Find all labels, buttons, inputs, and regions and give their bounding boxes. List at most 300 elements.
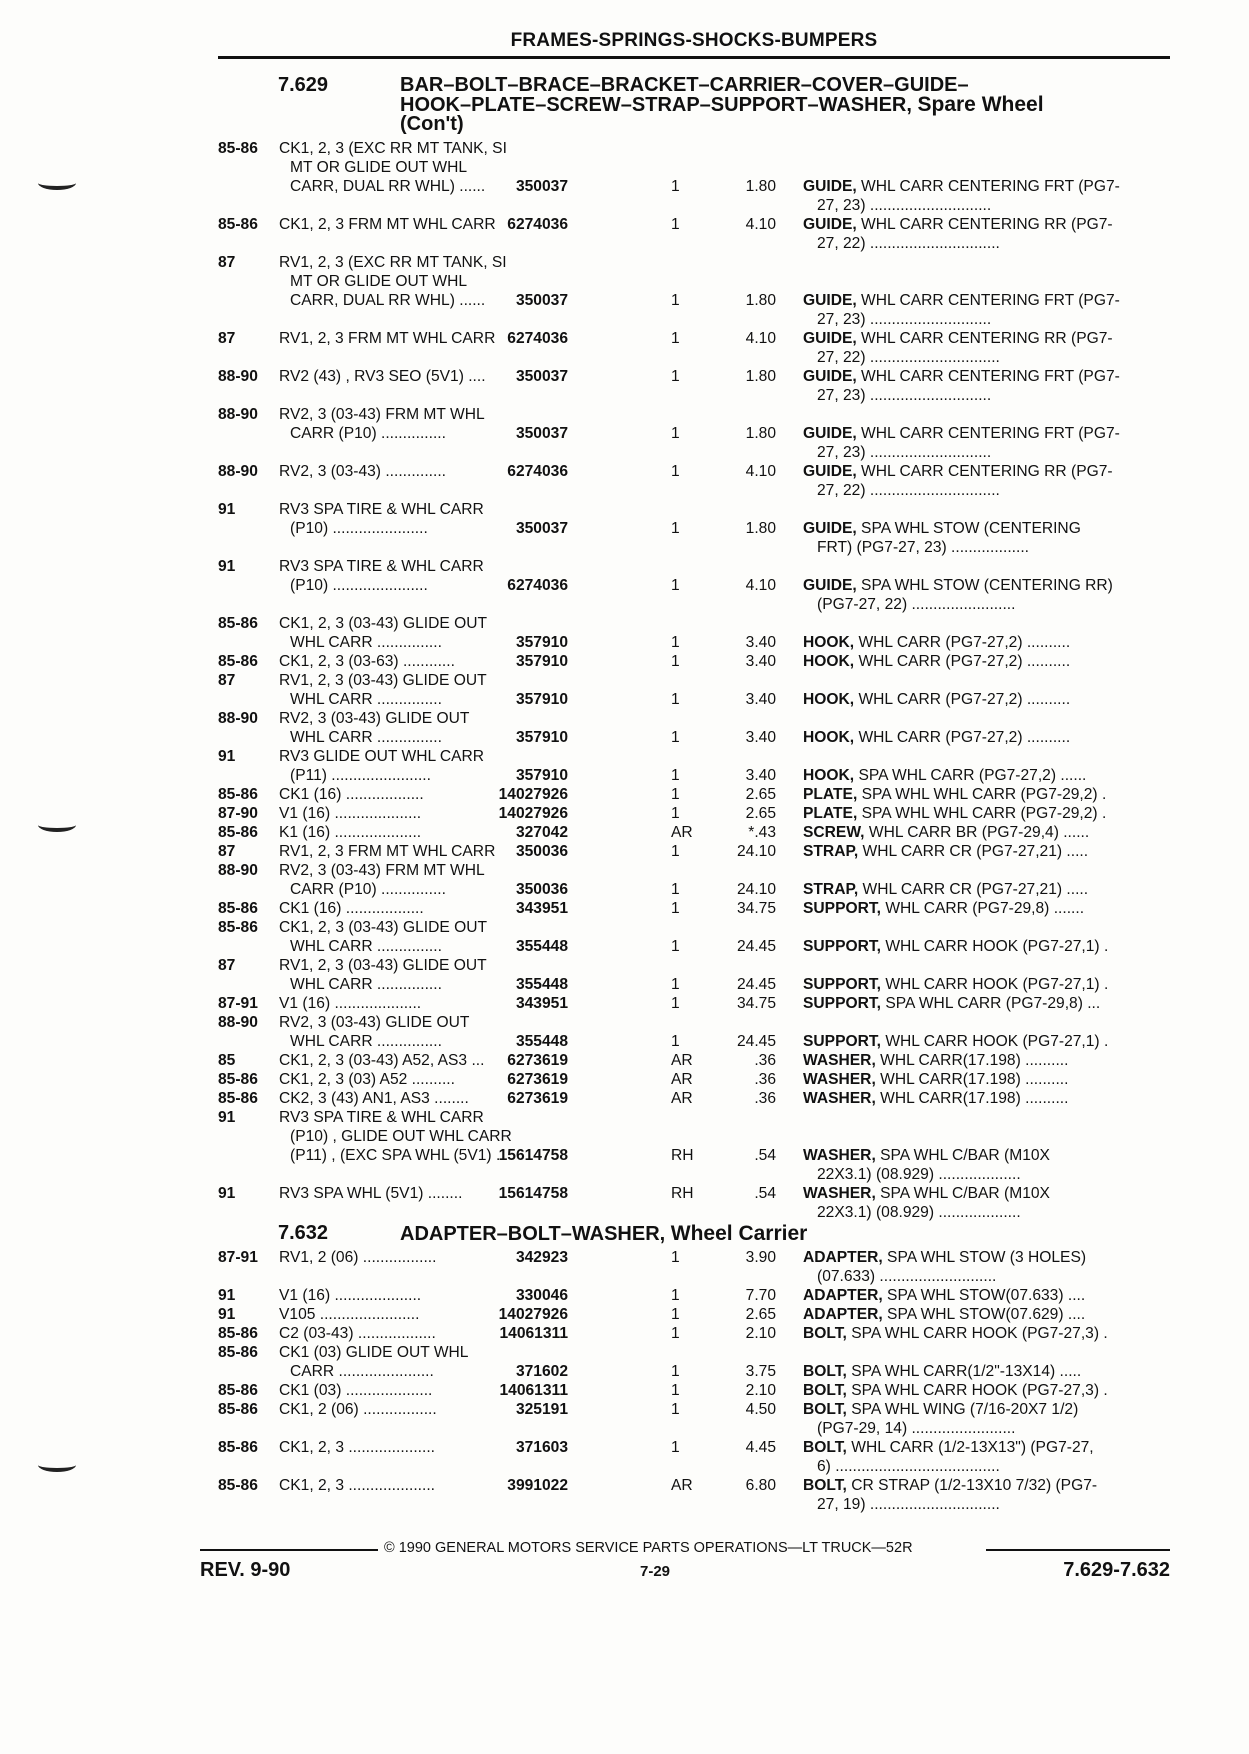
- quantity: 1: [671, 1401, 680, 1418]
- parts-row: [218, 1324, 1170, 1343]
- parts-row: [218, 1381, 1170, 1400]
- part-description-text: 27, 23) ............................: [817, 387, 992, 404]
- punch-hole-mark: [38, 1458, 76, 1472]
- part-keyword: GUIDE,: [803, 292, 857, 309]
- part-number: 343951: [515, 900, 568, 917]
- part-number: 350037: [515, 520, 568, 537]
- model-year: 85-86: [218, 824, 258, 841]
- application: RV3 SPA TIRE & WHL CARR: [279, 558, 484, 575]
- part-number: 6274036: [507, 216, 568, 233]
- parts-row: [218, 1184, 1170, 1203]
- application: CK1 (03) ....................: [279, 1382, 433, 1399]
- parts-row: [218, 747, 1170, 766]
- part-description-text: WHL CARR CENTERING RR (PG7-: [856, 216, 1113, 233]
- parts-row: [218, 367, 1170, 386]
- part-number: 350036: [515, 843, 568, 860]
- part-description: [803, 1051, 1170, 1070]
- application: RV3 SPA TIRE & WHL CARR: [279, 1109, 484, 1126]
- part-description-text: 22X3.1) (08.929) ...................: [817, 1204, 1021, 1221]
- application: V1 (16) ....................: [279, 995, 422, 1012]
- application: RV2, 3 (03-43) GLIDE OUT: [279, 710, 470, 727]
- part-keyword: GUIDE,: [803, 425, 857, 442]
- parts-row: [218, 557, 1170, 576]
- part-description-text: WHL CARR(17.198) ..........: [875, 1071, 1069, 1088]
- part-description: [803, 1305, 1170, 1324]
- part-description: [803, 462, 1170, 481]
- part-keyword: STRAP,: [803, 881, 859, 898]
- part-description: [803, 1381, 1170, 1400]
- section-title-line: [400, 95, 1170, 115]
- parts-row: [218, 519, 1170, 538]
- quantity: 1: [671, 292, 680, 309]
- part-number: 14027926: [498, 805, 568, 822]
- model-year: 87: [218, 843, 236, 860]
- section-title-part: ADAPTER–BOLT–WASHER,: [400, 1223, 666, 1245]
- part-description-text: WHL CARR(17.198) ..........: [875, 1090, 1069, 1107]
- model-year: 85-86: [218, 900, 258, 917]
- price: 4.50: [745, 1401, 776, 1418]
- part-description-text: WHL CARR CR (PG7-27,21) .....: [858, 843, 1089, 860]
- application: CK2, 3 (43) AN1, AS3 ........: [279, 1090, 469, 1107]
- application: RV1, 2, 3 FRM MT WHL CARR: [279, 843, 496, 860]
- application: RV2, 3 (03-43) GLIDE OUT: [279, 1014, 470, 1031]
- part-description: [817, 443, 1170, 462]
- part-number: 6274036: [507, 330, 568, 347]
- parts-list-7632: [218, 1248, 1170, 1514]
- parts-row: [218, 652, 1170, 671]
- parts-row: [218, 158, 1170, 177]
- part-description-text: 27, 23) ............................: [817, 444, 992, 461]
- price: 1.80: [745, 520, 776, 537]
- price: 2.10: [745, 1325, 776, 1342]
- parts-row: [218, 1343, 1170, 1362]
- part-description: [817, 310, 1170, 329]
- part-keyword: SUPPORT,: [803, 995, 881, 1012]
- parts-row: [218, 1032, 1170, 1051]
- quantity: 1: [671, 843, 680, 860]
- application: CK1, 2, 3 FRM MT WHL CARR: [279, 216, 496, 233]
- part-number: 6273619: [507, 1071, 568, 1088]
- application: (P11) .......................: [290, 767, 431, 784]
- part-description: [817, 538, 1170, 557]
- part-description-text: WHL CARR CENTERING FRT (PG7-: [856, 368, 1120, 385]
- parts-row: [218, 918, 1170, 937]
- parts-row: [218, 937, 1170, 956]
- part-keyword: GUIDE,: [803, 178, 857, 195]
- title-rule: [218, 56, 1170, 59]
- part-description-text: WHL CARR(17.198) ..........: [875, 1052, 1069, 1069]
- quantity: 1: [671, 900, 680, 917]
- part-number: 357910: [515, 729, 568, 746]
- part-description: [803, 177, 1170, 196]
- quantity: AR: [671, 1052, 693, 1069]
- part-keyword: GUIDE,: [803, 577, 857, 594]
- quantity: 1: [671, 976, 680, 993]
- part-description-text: CR STRAP (1/2-13X10 7/32) (PG7-: [846, 1477, 1098, 1494]
- application: CARR, DUAL RR WHL) ......: [290, 178, 486, 195]
- part-number: 371602: [515, 1363, 568, 1380]
- parts-row: [218, 253, 1170, 272]
- part-description-text: SPA WHL STOW(07.629) ....: [882, 1306, 1086, 1323]
- part-number: 6274036: [507, 577, 568, 594]
- application: RV1, 2 (06) .................: [279, 1249, 437, 1266]
- model-year: 85-86: [218, 216, 258, 233]
- part-keyword: SUPPORT,: [803, 938, 881, 955]
- part-number: 14061311: [499, 1382, 568, 1399]
- parts-row: [218, 1438, 1170, 1457]
- part-number: 357910: [515, 691, 568, 708]
- part-keyword: WASHER,: [803, 1147, 876, 1164]
- part-description: [817, 1457, 1170, 1476]
- part-description: [803, 633, 1170, 652]
- application: RV3 SPA WHL (5V1) ........: [279, 1185, 463, 1202]
- parts-row: [218, 1108, 1170, 1127]
- part-description-text: WHL CARR HOOK (PG7-27,1) .: [880, 1033, 1109, 1050]
- part-description: [803, 1089, 1170, 1108]
- part-number: 350037: [515, 292, 568, 309]
- part-number: 343951: [515, 995, 568, 1012]
- part-number: 357910: [515, 767, 568, 784]
- application: MT OR GLIDE OUT WHL: [290, 159, 468, 176]
- parts-row: [218, 1286, 1170, 1305]
- part-number: 14027926: [498, 786, 568, 803]
- parts-row: [218, 462, 1170, 481]
- parts-row: [218, 842, 1170, 861]
- part-description: [803, 652, 1170, 671]
- application: CARR ......................: [290, 1363, 434, 1380]
- parts-row: [218, 1495, 1170, 1514]
- section-title-part: Spare Wheel: [917, 93, 1044, 116]
- parts-row: [218, 481, 1170, 500]
- part-description-text: 27, 23) ............................: [817, 197, 992, 214]
- price: 34.75: [736, 995, 776, 1012]
- price: 24.45: [736, 1033, 776, 1050]
- price: 24.45: [736, 976, 776, 993]
- part-description: [817, 386, 1170, 405]
- price: 1.80: [745, 178, 776, 195]
- part-number: 342923: [515, 1249, 568, 1266]
- part-description-text: SPA WHL STOW(07.633) ....: [882, 1287, 1086, 1304]
- price: 2.65: [745, 786, 776, 803]
- model-year: 85: [218, 1052, 236, 1069]
- parts-row: [218, 1146, 1170, 1165]
- application: CARR (P10) ...............: [290, 881, 446, 898]
- parts-row: [218, 1089, 1170, 1108]
- part-number: 330046: [515, 1287, 568, 1304]
- part-description-text: 22X3.1) (08.929) ...................: [817, 1166, 1021, 1183]
- parts-row: [218, 975, 1170, 994]
- part-description: [803, 1070, 1170, 1089]
- application: (P11) , (EXC SPA WHL (5V1) .: [290, 1147, 501, 1164]
- part-keyword: BOLT,: [803, 1325, 847, 1342]
- part-description-text: WHL CARR (PG7-27,2) ..........: [854, 691, 1071, 708]
- section-title-part: Wheel Carrier: [670, 1222, 808, 1245]
- model-year: 87: [218, 254, 236, 271]
- price: 4.45: [745, 1439, 776, 1456]
- quantity: 1: [671, 1306, 680, 1323]
- quantity: 1: [671, 653, 680, 670]
- part-description-text: SPA WHL CARR (PG7-29,8) ...: [880, 995, 1101, 1012]
- part-description-text: 27, 19) ..............................: [817, 1496, 1000, 1513]
- application: CK1 (16) ..................: [279, 786, 424, 803]
- part-description: [817, 1165, 1170, 1184]
- part-number: 6274036: [507, 463, 568, 480]
- parts-row: [218, 272, 1170, 291]
- section-heading-7632: [218, 1224, 1170, 1246]
- quantity: 1: [671, 767, 680, 784]
- parts-row: [218, 405, 1170, 424]
- application: RV2 (43) , RV3 SEO (5V1) ....: [279, 368, 486, 385]
- parts-row: [218, 671, 1170, 690]
- part-description-text: WHL CARR (PG7-27,2) ..........: [854, 653, 1071, 670]
- punch-hole-mark: [38, 818, 76, 832]
- model-year: 85-86: [218, 1401, 258, 1418]
- part-description: [803, 1184, 1170, 1203]
- part-description-text: (07.633) ...........................: [817, 1268, 997, 1285]
- application: C2 (03-43) ..................: [279, 1325, 436, 1342]
- parts-row: [218, 709, 1170, 728]
- parts-row: [218, 899, 1170, 918]
- model-year: 91: [218, 501, 236, 518]
- application: CK1, 2, 3 (03-43) GLIDE OUT: [279, 615, 487, 632]
- price: .36: [754, 1052, 776, 1069]
- part-number: 6273619: [507, 1090, 568, 1107]
- price: 6.80: [745, 1477, 776, 1494]
- part-keyword: HOOK,: [803, 767, 855, 784]
- quantity: 1: [671, 805, 680, 822]
- price: 24.10: [736, 843, 776, 860]
- price: 4.10: [745, 330, 776, 347]
- parts-row: [218, 766, 1170, 785]
- price: 3.40: [745, 729, 776, 746]
- parts-row: [218, 994, 1170, 1013]
- part-keyword: ADAPTER,: [803, 1287, 883, 1304]
- model-year: 87: [218, 672, 236, 689]
- parts-row: [218, 348, 1170, 367]
- application: (P10) , GLIDE OUT WHL CARR: [290, 1128, 512, 1145]
- application: CK1, 2, 3 (03-43) GLIDE OUT: [279, 919, 487, 936]
- part-description-text: WHL CARR CENTERING RR (PG7-: [856, 330, 1113, 347]
- part-number: 371603: [515, 1439, 568, 1456]
- application: RV1, 2, 3 FRM MT WHL CARR: [279, 330, 496, 347]
- part-description-text: WHL CARR HOOK (PG7-27,1) .: [880, 976, 1109, 993]
- application: CK1 (03) GLIDE OUT WHL: [279, 1344, 469, 1361]
- price: .36: [754, 1071, 776, 1088]
- quantity: 1: [671, 691, 680, 708]
- quantity: 1: [671, 463, 680, 480]
- quantity: 1: [671, 577, 680, 594]
- part-description-text: WHL CARR CENTERING FRT (PG7-: [856, 292, 1120, 309]
- price: 7.70: [745, 1287, 776, 1304]
- application: CK1, 2, 3 (03-63) ............: [279, 653, 455, 670]
- application: CK1, 2, 3 (03-43) A52, AS3 ...: [279, 1052, 485, 1069]
- part-number: 350036: [515, 881, 568, 898]
- part-description-text: SPA WHL CARR HOOK (PG7-27,3) .: [846, 1325, 1108, 1342]
- application: CK1, 2, 3 ....................: [279, 1439, 435, 1456]
- part-number: 350037: [515, 178, 568, 195]
- section-title-part: HOOK–PLATE–SCREW–STRAP–SUPPORT–WASHER,: [400, 94, 912, 116]
- price: .54: [754, 1147, 776, 1164]
- part-description: [803, 1286, 1170, 1305]
- section-range: 7.629-7.632: [1063, 1559, 1170, 1581]
- part-description: [803, 690, 1170, 709]
- parts-row: [218, 1305, 1170, 1324]
- application: RV2, 3 (03-43) FRM MT WHL: [279, 862, 485, 879]
- quantity: RH: [671, 1185, 694, 1202]
- part-description-text: SPA WHL CARR(1/2"-13X14) .....: [846, 1363, 1082, 1380]
- part-description-text: WHL CARR CENTERING RR (PG7-: [856, 463, 1113, 480]
- application: V1 (16) ....................: [279, 805, 422, 822]
- part-keyword: STRAP,: [803, 843, 859, 860]
- part-description-text: 27, 22) ..............................: [817, 235, 1000, 252]
- quantity: 1: [671, 786, 680, 803]
- price: .54: [754, 1185, 776, 1202]
- part-keyword: HOOK,: [803, 653, 855, 670]
- part-description-text: SPA WHL C/BAR (M10X: [875, 1185, 1050, 1202]
- model-year: 88-90: [218, 710, 258, 727]
- model-year: 85-86: [218, 1071, 258, 1088]
- part-keyword: SCREW,: [803, 824, 865, 841]
- part-keyword: SUPPORT,: [803, 900, 881, 917]
- page-title: FRAMES-SPRINGS-SHOCKS-BUMPERS: [510, 30, 878, 51]
- part-description-text: 27, 22) ..............................: [817, 349, 1000, 366]
- parts-row: [218, 386, 1170, 405]
- model-year: 88-90: [218, 463, 258, 480]
- parts-row: [218, 1457, 1170, 1476]
- application: V1 (16) ....................: [279, 1287, 422, 1304]
- parts-list-7629: [218, 139, 1170, 1222]
- application: (P10) ......................: [290, 520, 428, 537]
- application: WHL CARR ...............: [290, 634, 442, 651]
- part-description-text: SPA WHL C/BAR (M10X: [875, 1147, 1050, 1164]
- application: RV2, 3 (03-43) ..............: [279, 463, 446, 480]
- price: 1.80: [745, 368, 776, 385]
- price: 3.40: [745, 653, 776, 670]
- parts-row: [218, 1362, 1170, 1381]
- parts-row: [218, 595, 1170, 614]
- part-description-text: WHL CARR (PG7-29,8) .......: [880, 900, 1085, 917]
- parts-row: [218, 424, 1170, 443]
- part-description: [817, 1495, 1170, 1514]
- copyright-notice: © 1990 GENERAL MOTORS SERVICE PARTS OPERATIONS—LT TRUCK—52R: [384, 1540, 913, 1556]
- part-number: 15614758: [498, 1147, 568, 1164]
- part-description: [817, 481, 1170, 500]
- part-keyword: WASHER,: [803, 1185, 876, 1202]
- quantity: 1: [671, 330, 680, 347]
- quantity: AR: [671, 1477, 693, 1494]
- part-description-text: SPA WHL WHL CARR (PG7-29,2) .: [857, 805, 1107, 822]
- model-year: 91: [218, 1306, 236, 1323]
- part-keyword: BOLT,: [803, 1477, 847, 1494]
- parts-row: [218, 215, 1170, 234]
- section-continued-label: (Con't): [400, 113, 464, 135]
- part-description: [803, 842, 1170, 861]
- quantity: 1: [671, 425, 680, 442]
- quantity: 1: [671, 1249, 680, 1266]
- model-year: 88-90: [218, 1014, 258, 1031]
- application: RV2, 3 (03-43) FRM MT WHL: [279, 406, 485, 423]
- part-keyword: BOLT,: [803, 1382, 847, 1399]
- application: CK1, 2 (06) .................: [279, 1401, 437, 1418]
- quantity: AR: [671, 1071, 693, 1088]
- application: CK1, 2, 3 ....................: [279, 1477, 435, 1494]
- part-description: [817, 196, 1170, 215]
- model-year: 88-90: [218, 368, 258, 385]
- application: RV3 GLIDE OUT WHL CARR: [279, 748, 485, 765]
- model-year: 85-86: [218, 1325, 258, 1342]
- application: CK1 (16) ..................: [279, 900, 424, 917]
- price: 24.45: [736, 938, 776, 955]
- quantity: RH: [671, 1147, 694, 1164]
- part-number: 350037: [515, 425, 568, 442]
- part-description: [803, 329, 1170, 348]
- price: 3.75: [745, 1363, 776, 1380]
- part-description: [803, 1248, 1170, 1267]
- quantity: AR: [671, 1090, 693, 1107]
- application: RV1, 2, 3 (03-43) GLIDE OUT: [279, 957, 487, 974]
- part-description: [803, 424, 1170, 443]
- model-year: 85-86: [218, 653, 258, 670]
- part-description-text: (PG7-29, 14) ........................: [817, 1420, 1016, 1437]
- price: 3.40: [745, 767, 776, 784]
- part-keyword: GUIDE,: [803, 368, 857, 385]
- part-keyword: SUPPORT,: [803, 1033, 881, 1050]
- application: RV1, 2, 3 (EXC RR MT TANK, SI: [279, 254, 507, 271]
- part-keyword: PLATE,: [803, 805, 858, 822]
- application: V105 .......................: [279, 1306, 420, 1323]
- part-description: [803, 994, 1170, 1013]
- section-number: 7.632: [278, 1222, 329, 1244]
- part-description: [803, 519, 1170, 538]
- part-keyword: GUIDE,: [803, 330, 857, 347]
- part-description: [803, 291, 1170, 310]
- model-year: 91: [218, 558, 236, 575]
- quantity: 1: [671, 881, 680, 898]
- parts-row: [218, 785, 1170, 804]
- price: 3.40: [745, 634, 776, 651]
- price: 34.75: [736, 900, 776, 917]
- part-description-text: (PG7-27, 22) ........................: [817, 596, 1016, 613]
- parts-row: [218, 291, 1170, 310]
- part-description: [803, 1032, 1170, 1051]
- parts-row: [218, 443, 1170, 462]
- price: 4.10: [745, 463, 776, 480]
- parts-row: [218, 1203, 1170, 1222]
- model-year: 87-91: [218, 995, 258, 1012]
- page-number: 7-29: [640, 1563, 671, 1580]
- application: (P10) ......................: [290, 577, 428, 594]
- part-description-text: 27, 23) ............................: [817, 311, 992, 328]
- model-year: 85-86: [218, 140, 258, 157]
- model-year: 85-86: [218, 919, 258, 936]
- model-year: 85-86: [218, 1344, 258, 1361]
- price: 24.10: [736, 881, 776, 898]
- footer-rule-right: [986, 1549, 1170, 1551]
- part-description-text: SPA WHL STOW (CENTERING RR): [856, 577, 1113, 594]
- parts-row: [218, 690, 1170, 709]
- revision-label: REV. 9-90: [200, 1559, 291, 1581]
- part-description: [803, 975, 1170, 994]
- part-description: [817, 1203, 1170, 1222]
- model-year: 85-86: [218, 1382, 258, 1399]
- part-description: [803, 937, 1170, 956]
- part-description-text: SPA WHL STOW (CENTERING: [856, 520, 1081, 537]
- part-keyword: BOLT,: [803, 1401, 847, 1418]
- part-description-text: SPA WHL WHL CARR (PG7-29,2) .: [857, 786, 1107, 803]
- quantity: 1: [671, 368, 680, 385]
- part-description: [803, 215, 1170, 234]
- part-number: 355448: [515, 938, 568, 955]
